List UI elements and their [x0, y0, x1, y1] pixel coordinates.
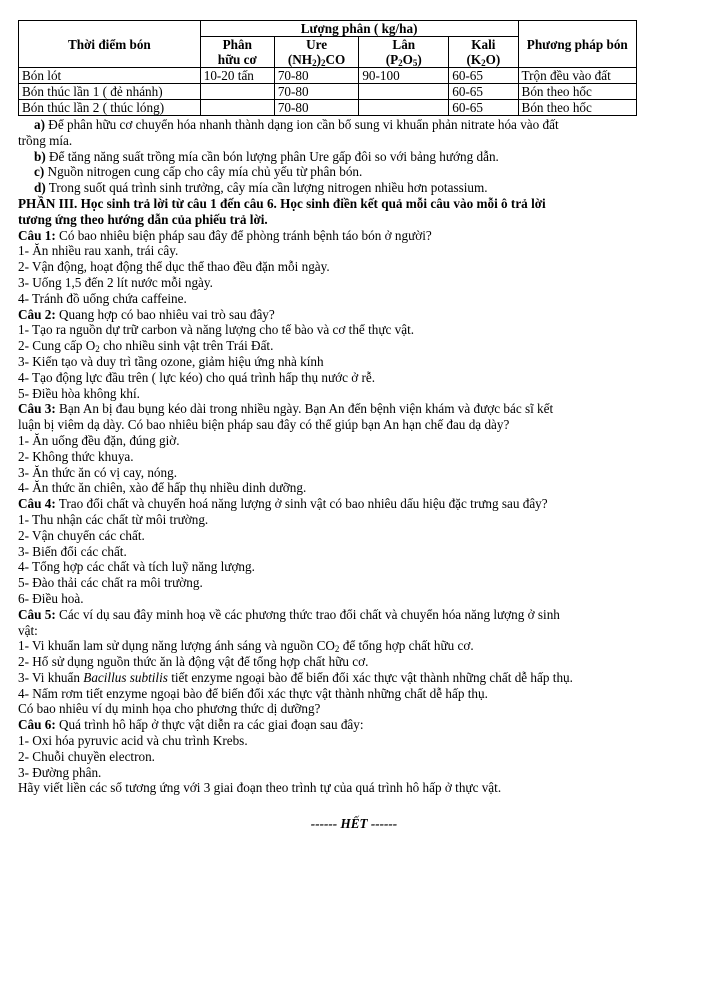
table-row: [19, 100, 637, 116]
header-time: Thời điểm bón: [19, 21, 201, 68]
question-3: Câu 3: Bạn An bị đau bụng kéo dài trong nhiều ngày. Bạn An đến bệnh viện khám và được bác sĩ kết: [18, 401, 554, 417]
list-item: 1- Thu nhận các chất từ môi trường.: [18, 511, 209, 527]
header-organic: Phân hữu cơ: [200, 37, 274, 68]
header-potash: Kali $(K_2O)$: [449, 37, 518, 68]
question-2: Câu 2: Quang hợp có bao nhiêu vai trò sau đây?: [18, 306, 275, 322]
question-3-cont: luận bị viêm dạ dày. Có bao nhiêu biện pháp sau đây có thể giúp bạn An hạn chế đau dạ dày?: [18, 417, 510, 433]
list-item: 2- Vận động, hoạt động thể dục thể thao đều đặn mỗi ngày.: [18, 259, 330, 275]
list-item: 3- Đường phân.: [18, 764, 102, 780]
exam-body: [18, 117, 690, 832]
header-phosphate: Lân $(P_2O_5)$: [359, 37, 449, 68]
part3-heading-cont: tương ứng theo hướng dẫn của phiếu trả lời.: [18, 211, 268, 227]
list-item: 2- Hổ sử dụng nguồn thức ăn là động vật để tổng hợp chất hữu cơ.: [18, 654, 369, 670]
question-5-ask: Có bao nhiêu ví dụ minh họa cho phương thức dị dưỡng?: [18, 701, 321, 717]
question-6: Câu 6: Quá trình hô hấp ở thực vật diễn ra các giai đoạn sau đây:: [18, 717, 364, 733]
statement-b: b) Để tăng năng suất trồng mía cần bón lượng phân Ure gấp đôi so với bảng hướng dẫn.: [34, 148, 499, 164]
list-item: 4- Ăn thức ăn chiên, xào để hấp thụ nhiều dinh dưỡng.: [18, 480, 307, 496]
list-item: 4- Tạo động lực đầu trên ( lực kéo) cho quá trình hấp thụ nước ở rễ.: [18, 369, 376, 385]
list-item: 5- Điều hòa không khí.: [18, 385, 140, 401]
cell-method: Bón theo hốc: [518, 100, 636, 116]
list-item: 3- Kiến tạo và duy trì tầng ozone, giảm hiệu ứng nhà kính: [18, 353, 324, 369]
end-marker: ------ HẾT ------: [310, 816, 398, 832]
exam-page: [18, 20, 690, 845]
cell-time: Bón thúc lần 1 ( đẻ nhánh): [19, 84, 201, 100]
list-item: 3- Uống 1,5 đến 2 lít nước mỗi ngày.: [18, 274, 213, 290]
list-item: 4- Tổng hợp các chất và tích luỹ năng lượng.: [18, 559, 255, 575]
list-item: 2- Không thức khuya.: [18, 448, 134, 464]
cell-method: Bón theo hốc: [518, 84, 636, 100]
statement-d: d) Trong suốt quá trình sinh trưởng, cây mía cần lượng nitrogen nhiều hơn potassium.: [34, 180, 488, 196]
list-item: 5- Đào thải các chất ra môi trường.: [18, 575, 203, 591]
cell-potash: 60-65: [449, 100, 518, 116]
list-item: 3- Ăn thức ăn có vị cay, nóng.: [18, 464, 178, 480]
table-row: [19, 84, 637, 100]
cell-organic: [200, 100, 274, 116]
list-item: 1- Vi khuẩn lam sử dụng năng lượng ánh sáng và nguồn $CO_2$ để tổng hợp chất hữu cơ.: [18, 638, 474, 655]
question-5: Câu 5: Các ví dụ sau đây minh hoạ về các phương thức trao đổi chất và chuyển hóa năng lượng ở sinh: [18, 606, 560, 622]
list-item: 1- Ăn nhiều rau xanh, trái cây.: [18, 243, 179, 259]
cell-phosphate: [359, 100, 449, 116]
question-6-ask: Hãy viết liền các số tương ứng với 3 giai đoạn theo trình tự của quá trình hô hấp ở thực vật.: [18, 780, 502, 796]
list-item: 2- Vận chuyển các chất.: [18, 527, 145, 543]
cell-potash: 60-65: [449, 84, 518, 100]
header-urea: Ure $(NH_2)_2CO$: [274, 37, 359, 68]
statement-a-cont: trồng mía.: [18, 132, 73, 148]
list-item: 2- Cung cấp $O_2$ cho nhiều sinh vật trên Trái Đất.: [18, 338, 274, 355]
fertilizer-table: [18, 20, 637, 116]
table-row: [19, 68, 637, 84]
cell-potash: 60-65: [449, 68, 518, 84]
list-item: 3- Vi khuẩn Bacillus subtilis tiết enzyme ngoại bào để biến đổi xác thực vật thành những chất dễ hấp thụ.: [18, 669, 573, 685]
question-1: Câu 1: Có bao nhiêu biện pháp sau đây để phòng tránh bệnh táo bón ở người?: [18, 227, 432, 243]
cell-time: Bón thúc lần 2 ( thúc lóng): [19, 100, 201, 116]
cell-urea: 70-80: [274, 84, 359, 100]
list-item: 1- Oxi hóa pyruvic acid và chu trình Krebs.: [18, 733, 248, 749]
list-item: 2- Chuỗi chuyền electron.: [18, 748, 155, 764]
list-item: 3- Biến đổi các chất.: [18, 543, 127, 559]
header-method: Phương pháp bón: [518, 21, 636, 68]
question-5-cont: vật:: [18, 622, 38, 638]
part3-heading: PHẦN III. Học sinh trả lời từ câu 1 đến câu 6. Học sinh điền kết quả mỗi câu vào mỗi ô trả lời: [18, 195, 546, 211]
list-item: 1- Tạo ra nguồn dự trữ carbon và năng lượng cho tế bào và cơ thể thực vật.: [18, 322, 415, 338]
header-amount: Lượng phân ( kg/ha): [200, 21, 518, 37]
cell-method: Trộn đều vào đất: [518, 68, 636, 84]
statement-c: c) Nguồn nitrogen cung cấp cho cây mía chủ yếu từ phân bón.: [34, 164, 363, 180]
cell-organic: [200, 84, 274, 100]
cell-phosphate: [359, 84, 449, 100]
cell-urea: 70-80: [274, 68, 359, 84]
table-header-row: [19, 21, 637, 37]
question-4: Câu 4: Trao đổi chất và chuyển hoá năng lượng ở sinh vật có bao nhiêu dấu hiệu đặc trưng sau đây?: [18, 496, 548, 512]
list-item: 4- Tránh đồ uống chứa caffeine.: [18, 290, 187, 306]
list-item: 1- Ăn uống đều đặn, đúng giờ.: [18, 432, 180, 448]
cell-urea: 70-80: [274, 100, 359, 116]
statement-a: a) Để phân hữu cơ chuyển hóa nhanh thành dạng ion cần bổ sung vi khuẩn phản nitrate hóa vào đất: [34, 117, 559, 132]
cell-phosphate: 90-100: [359, 68, 449, 84]
list-item: 6- Điều hoà.: [18, 590, 84, 606]
cell-organic: 10-20 tấn: [200, 68, 274, 84]
list-item: 4- Nấm rơm tiết enzyme ngoại bào để biến đổi xác thực vật thành những chất dễ hấp thụ.: [18, 685, 488, 701]
cell-time: Bón lót: [19, 68, 201, 84]
